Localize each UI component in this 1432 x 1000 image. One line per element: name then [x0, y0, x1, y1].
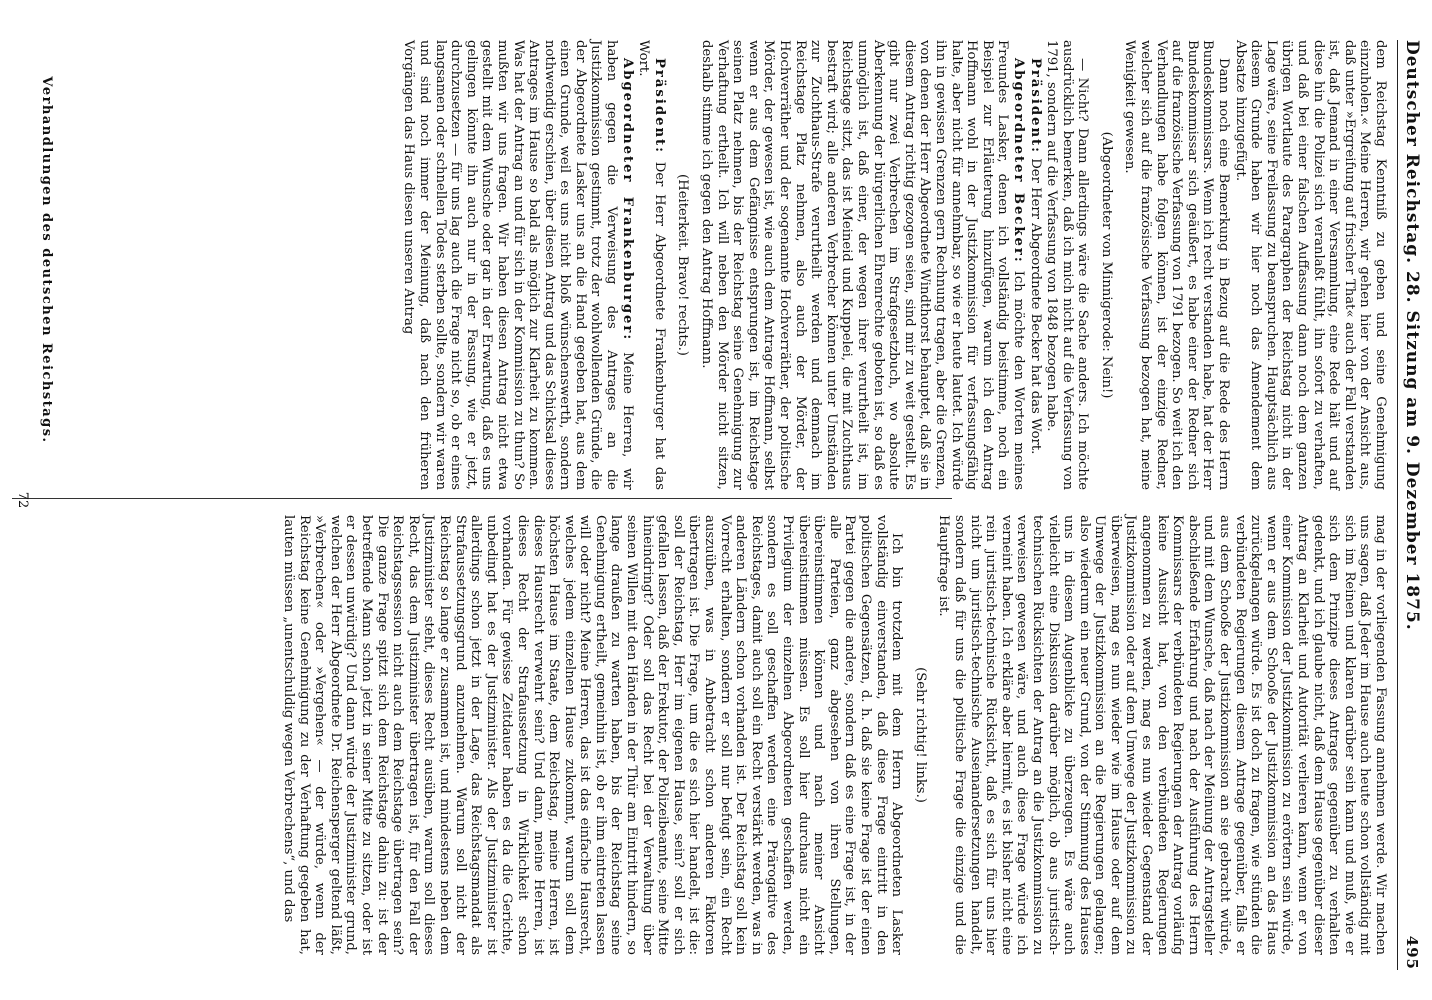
page-title: Deutscher Reichstag. 28. Sitzung am 9. Dezember 1875. [1402, 40, 1422, 631]
interjection [912, 515, 928, 955]
speaker-label: Abgeordneter Frankenburger: [619, 58, 635, 342]
sheet-number: 72 [15, 491, 30, 509]
paragraph-text: Ich bin trotzdem mit dem Herrn Abgeordneten Lasker vollständig einverstanden, daß diese Frage eintritt in den politischen Gegensätzen, d. h. daß sie keine Frage ist der einen Partei gegen die andere, sondern daß es eine Frage ist, in der alle Parteien, ganz abgesehen von ihren Stellungen, übereinstimmen können und nach meiner Ansicht übereinstimmen müssen. Es soll hier durchaus nicht ein Privilegium der einzelnen Abgeordneten geschaffen werden, sondern es soll geschaffen werden eine Prärogative des Reichstages, damit auch soll ein Recht verstärkt werden, was in anderen Ländern schon vorhanden ist. Der Reichstag soll kein Vorrecht erhalten, sondern er soll nur befugt sein, ein Recht auszuüben, was in Anbetracht schon anderen Faktoren übertragen ist. Die Frage, um die es sich hier handelt, ist die: soll der Reichstag, Herr im eigenen Hause, sein? soll er sich gefallen lassen, daß der Erekutor, der Polizeibeamte, seine Mitte hineindringt? Oder soll das Recht bei der Verwaltung über seinen Willen mit den Händen in der Thür am Eintritt hindern, so lange draußen zu warten haben, bis der Reichstag seine Genehmigung ertheilt, gemeinhin ist, ob er ihm eintreten lassen will oder nicht? Meine Herren, das ist das einfache Hausrecht, welches jedem einzelnen Hause zukommt, warum soll dem höchsten Hause im Staate, dem Reichstag, meine Herren, ist dieses Hausrecht verwehrt sein? Und dann, meine Herren, ist dieses Recht der Strafaussetzung in Wirklichkeit schon vorhanden. Für gewisse Zeitdauer haben es da die Gerichte, unbedingt hat es der Justizminister. Als der Justizminister ist allerdings schon jetzt in der Lage, das Reichstagsmandat als Strafaussetzungsgrund anzunehmen. Warum soll nicht der Reichstag so lange er zusammen ist, und mindestens neben dem Justizminister steht, dieses Recht ausüben, warum soll dieses Recht, das dem Justizminister übertragen ist, für den Fall der Reichstagssession nicht auch dem Reichstage übertragen sein? Die ganze Frage spitzt sich dem Reichstage dahin zu: ist der betreffende Mann schon jetzt in seiner Mitte zu sitzen, oder ist er dessen unwürdig? Und dann würde der Justizminister grund, welchen der Herr Abgeordnete Dr. Reichensperger geltend läßt, »Verbrechen« oder »Vergehen« — der würde, wenn der Reichstag keine Genehmigung zu der Verhaftung gegeben hat, lauten müssen „unentschuldig wegen Verbrechens“, und das [281, 515, 905, 955]
paragraph-text: Meine Herren, wir haben gegen die Verweisung des Antrages an die Justizkommission gestimmt, trotz der wohlwollenden Gründe, die der Abgeordnete Lasker uns an die Hand gegeben hat, aus dem einen Grunde, weil es uns nicht bloß wünschenswerth, sondern nothwendig erschien, über diesen Antrag und das Schicksal dieses Antrages im Hause so bald als möglich zur Klarheit zu kommen. Was hat der Antrag an und für sich in der Kommission zu thun? So mußten wir uns fragen. Wir haben diesen Antrag nicht etwa gestellt mit dem Wunsche oder gar in der Erwartung, daß es uns gelingen könnte ihn auch nur in der Fassung, wie er jetzt, durchzusetzen — für uns lag auch die Frage nicht so, ob er eines langsamen oder schnellen Todes sterben sollte, sondern wir waren und sind noch immer der Meinung, daß nach den früheren Vorgängen das Haus diesen unseren Antrag [401, 40, 635, 490]
interjection [675, 40, 691, 490]
speaker-label: Abgeordneter Becker: [1010, 58, 1026, 264]
paragraph [1232, 40, 1388, 490]
column-divider [12, 498, 952, 499]
paragraph-text: (Abgeordneter von Minnigerode: Nein!) [1098, 131, 1114, 399]
paragraph [401, 40, 635, 490]
right-column [279, 515, 1388, 955]
speaker-label: Präsident: [651, 58, 667, 155]
paragraph [280, 515, 904, 955]
paragraph-text: (Sehr richtig! links.) [912, 667, 928, 803]
paragraph-text: dem Reichstag Kenntniß zu geben und seine Genehmigung einzuholen.« Meine Herren, wir gehen hier von der Ansicht aus, daß unter »Ergreifung auf frischer That« auch der Fall verstanden ist, daß Jemand in einer Versammlung, eine Rede hält und auf diese hin die Polizei sich veranlaßt fühlt, ihn sofort zu verhaften, und daß bei einer falschen Auffassung dann noch dem ganzen übrigen Wortlaute des Paragraphen der Reichstag nicht in der Lage wäre, seine Freilassung zu beanspruchen. Hauptsächlich aus diesem Grunde haben wir hier noch das Amendement dem Absatze hinzugefügt. [1232, 40, 1388, 490]
left-column [400, 40, 1388, 490]
paragraph [1044, 40, 1091, 490]
paragraph-text: Dann noch eine Bemerkung in Bezug auf die Rede des Herrn Bundeskommissars. Wenn ich recht verstanden habe, hat der Herr Bundeskommissar sich geäußert, es habe einer der Redner sich auf die französische Verfassung von 1791 bezogen. So weit ich den Verhandlungen habe folgen können, ist der einzige Redner, welcher sich auf die französische Verfassung bezogen hat, meine Wenigkeit gewesen. [1122, 40, 1232, 490]
paragraph-text: mag in der vorliegenden Fassung annehmen werde. Wir machen uns sagen, daß Jeder im Hause auch heute schon vollständig mit sich im Reinen und klaren darüber sein kann und muß, wie er sich dem Prinzipe dieses Antrages gegenüber zu verhalten gedenkt, und ich glaube nicht, daß dem Hause gegenüber dieser Antrag an Klarheit und Autorität verlieren kann, wenn er von einer Kommission der Justizkommission zu erörtern sein würde, wenn er aus dem Schooße der Justizkommission an das Haus zurückgelangen würde. Es ist doch zu fragen, wie stünden die verbündeten Regierungen diesem Antrage gegenüber, falls er aus dem Schooße der Justizkommission an sie gebracht würde, und mit dem Wunsche, daß nach der Meinung der Antragsteller abschließende Erfahrung und nach der Ausführung des Herrn Kommissars der verbündeten Regierungen der Antrag vorläufig keine Aussicht hat, von den verbündeten Regierungen angenommen zu werden, mag es nun wieder Gegenstand der Justizkommission oder auf dem Umwege der Justizkommission zu überweisen, mag es nun wieder wie im Hause oder auf dem Umwege der Justizkommission an die Regierungen gelangen; also wiederum ein neuer Grund, von der Stimmung des Hauses uns in diesem Augenblicke zu überzeugen. Es wäre auch vielleicht eine Diskussion darüber möglich, ob aus juristisch-technischen Rücksichten der Antrag an die Justizkommission zu verweisen gewesen wäre, und auch diese Frage würde ich verneint haben. Ich erkläre aber hiermit, es ist bisher nicht eine rein juristisch-technische Rücksicht, daß es sich für uns hier nicht um juristisch-technische Auseinandersetzungen handelt, sondern daß für uns die politische Frage die einzige und die Hauptfrage ist. [936, 515, 1388, 955]
paragraph [636, 40, 667, 490]
page-header [1397, 40, 1426, 970]
paragraph-text: — Nicht? Dann allerdings wäre die Sache anders. Ich möchte ausdrücklich bemerken, daß ich mich nicht auf die Verfassung von 1791, sondern auf die Verfassung von 1848 bezogen habe. [1044, 40, 1091, 490]
paragraph-text: Ich möchte den Worten meines Freundes Lasker, denen ich vollständig beistimme, noch ein Beispiel zur Erläuterung hinzufügen, warum ich den Antrag Hoffmann wohl in der Justizkommission für verfassungsfähig halte, aber nicht für annehmbar, so wie er heute lautet. Ich würde ihn in gewissen Grenzen gern Rechnung tragen, aber die Grenzen, von denen der Herr Abgeordnete Windthorst behauptet, daß sie in diesem Antrag richtig gezogen seien, sind mir zu weit gestellt. Es gibt nur zwei Verbrechen im Strafgesetzbuch, wo absolute Aberkennung der bürgerlichen Ehrenrechte geboten ist, so daß es unmöglich ist, daß einer, der wegen ihrer verurtheilt ist, im Reichstage sitzt, das ist Meineid und Kuppelei, die mit Zuchthaus bestraft wird; alle anderen Verbrecher können unter Umständen zur Zuchthaus-Strafe verurtheilt werden und demnach im Reichstage Platz nehmen, also auch der Mörder, der Hochverräther und der sogenannte Hochverräther, der politische Mörder, der gewesen ist, wie auch dem Antrage Hoffmann, selbst wenn er aus dem Gefängnisse entsprungen ist, im Reichstage seinen Platz nehmen, bis der Reichstag seine Genehmigung zur Verhaftung ertheilt. Ich will neben den Mörder nicht sitzen, deshalb stimme ich gegen den Antrag Hoffmann. [699, 40, 1026, 490]
paragraph [936, 515, 1388, 955]
paragraph-text: Der Herr Abgeordnete Frankenburger hat das Wort. [636, 40, 667, 490]
paragraph [698, 40, 1025, 490]
interjection [1098, 40, 1114, 490]
speaker-label: Präsident: [1027, 58, 1043, 155]
page-number: 495 [1403, 935, 1421, 970]
paragraph-text: Der Herr Abgeordnete Becker hat das Wort. [1027, 154, 1043, 455]
paragraph [1027, 40, 1043, 490]
footer-verhandlungen: Verhandlungen des deutschen Reichstags. [39, 76, 54, 444]
paragraph [1122, 40, 1231, 490]
paragraph-text: (Heiterkeit. Bravo! rechts.) [675, 174, 691, 356]
